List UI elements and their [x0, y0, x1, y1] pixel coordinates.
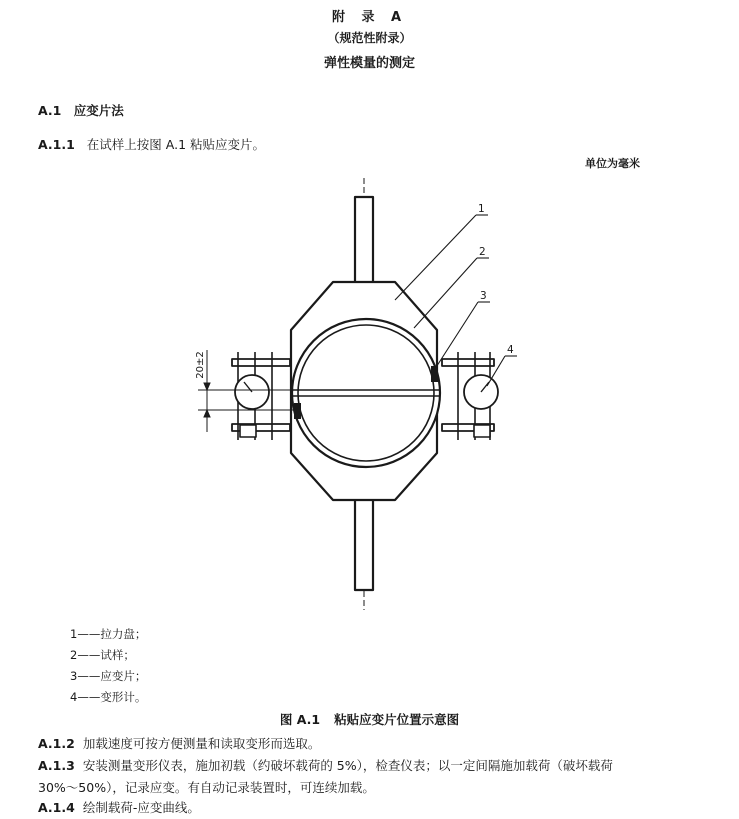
clause-number: A.1.3	[38, 758, 75, 773]
section-title: 应变片法	[73, 103, 124, 118]
section-number: A.1	[38, 103, 62, 118]
bottom-pull-rod	[355, 498, 373, 590]
strain-gauge-right	[431, 366, 438, 382]
top-pull-rod	[355, 197, 373, 287]
clause-text: 30%～50%），记录应变。有自动记录装置时，可连续加载。	[38, 780, 375, 795]
dimension-label: 20±2	[195, 351, 206, 379]
legend-item-3: 3——应变片；	[70, 669, 147, 683]
specimen-outer	[292, 319, 440, 467]
clause-number: A.1.1	[38, 137, 75, 152]
clause-text: 绘制载荷-应变曲线。	[82, 800, 200, 815]
appendix-heading: 附 录 A	[331, 10, 408, 25]
callout-2: 2	[479, 246, 486, 258]
normative-label: （规范性附录）	[327, 31, 412, 45]
callout-4: 4	[507, 344, 514, 356]
clause-text: 在试样上按图 A.1 粘贴应变片。	[86, 137, 266, 152]
clause-a-1-3	[38, 755, 728, 777]
clause-text: 安装测量变形仪表，施加初载（约破坏载荷的 5%），检查仪表；以一定间隔施加载荷（破坏载荷	[82, 758, 613, 773]
figure-caption	[0, 710, 739, 728]
legend-item-4: 4——变形计。	[70, 690, 147, 704]
legend-item-2: 2——试样；	[70, 648, 135, 662]
callout-3: 3	[480, 290, 487, 302]
strain-gauge-left	[294, 403, 301, 419]
callout-1: 1	[478, 203, 485, 215]
clause-number: A.1.4	[38, 800, 75, 815]
clause-a-1-4	[38, 797, 728, 819]
clause-number: A.1.2	[38, 736, 75, 751]
clause-a-1-2	[38, 733, 728, 755]
figure-title: 粘贴应变片位置示意图	[334, 712, 460, 727]
legend-item-1: 1——拉力盘；	[70, 627, 147, 641]
appendix-title: 弹性模量的测定	[323, 56, 415, 71]
figure-number: 图 A.1	[279, 712, 321, 727]
unit-note: 单位为毫米	[585, 157, 640, 170]
clause-text: 加载速度可按方便测量和读取变形而选取。	[82, 736, 321, 751]
clause-a-1-3-continued	[38, 777, 728, 799]
